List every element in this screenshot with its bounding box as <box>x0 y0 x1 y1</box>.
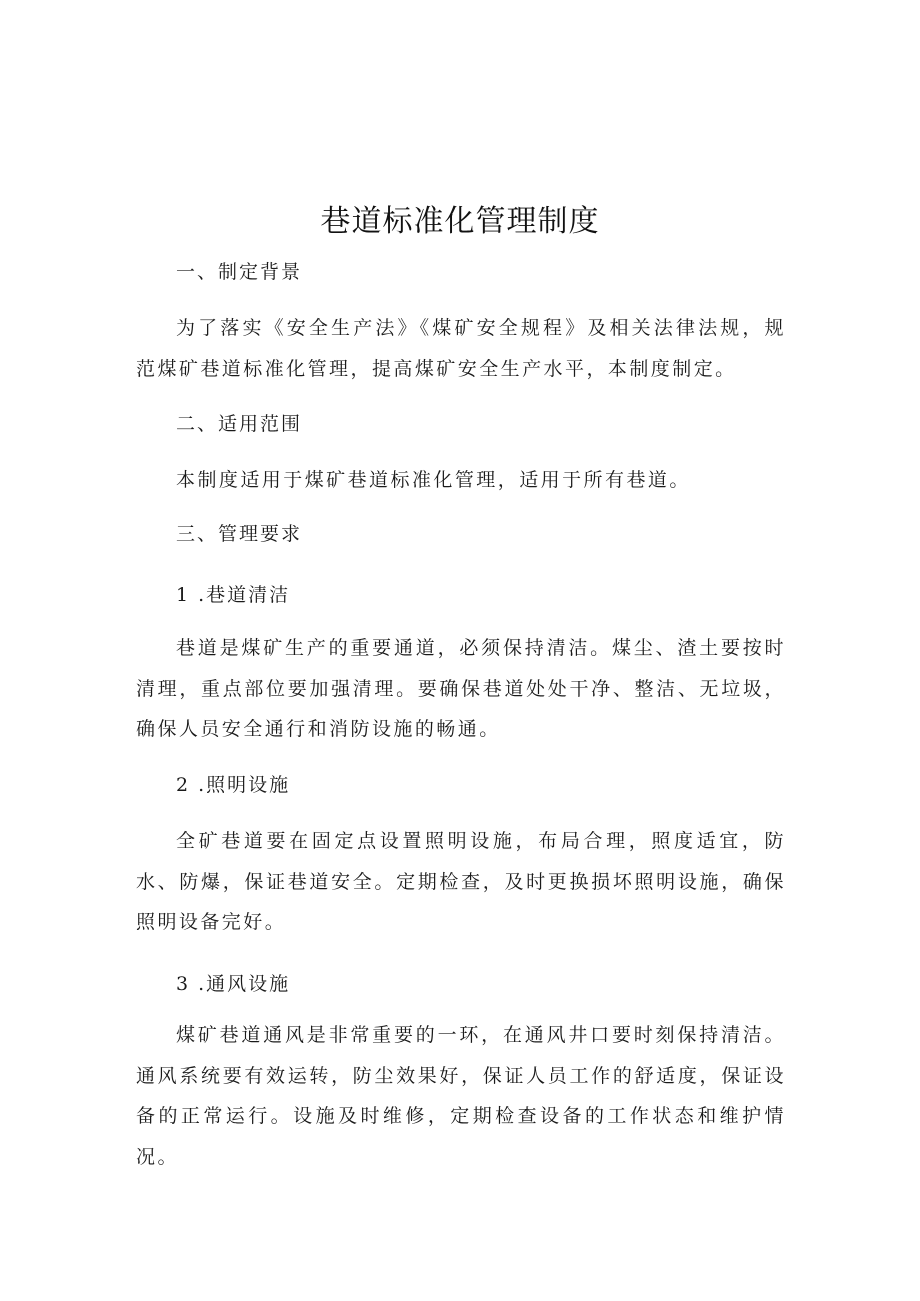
section-heading-scope: 二、适用范围 <box>176 413 303 435</box>
item-heading-lighting: 2 .照明设施 <box>176 774 291 796</box>
paragraph-scope: 本制度适用于煤矿巷道标准化管理，适用于所有巷道。 <box>176 469 691 491</box>
section-heading-background: 一、制定背景 <box>176 261 303 283</box>
paragraph-background: 为了落实《安全生产法》《煤矿安全规程》及相关法律法规，规范煤矿巷道标准化管理，提高煤矿安全生产水平，本制度制定。 <box>136 317 786 380</box>
section-heading-requirements: 三、管理要求 <box>176 523 303 545</box>
paragraph-lighting: 全矿巷道要在固定点设置照明设施，布局合理，照度适宜，防水、防爆，保证巷道安全。定期检查，及时更换损坏照明设施，确保照明设备完好。 <box>136 830 786 933</box>
item-heading-ventilation: 3 .通风设施 <box>176 973 291 995</box>
paragraph-cleaning: 巷道是煤矿生产的重要通道，必须保持清洁。煤尘、渣土要按时清理，重点部位要加强清理。要确保巷道处处干净、整洁、无垃圾，确保人员安全通行和消防设施的畅通。 <box>136 637 786 740</box>
item-heading-cleaning: 1 .巷道清洁 <box>176 584 291 606</box>
paragraph-ventilation: 煤矿巷道通风是非常重要的一环，在通风井口要时刻保持清洁。通风系统要有效运转，防尘效果好，保证人员工作的舒适度，保证设备的正常运行。设施及时维修，定期检查设备的工作状态和维护情况。 <box>136 1024 786 1168</box>
document-title: 巷道标准化管理制度 <box>320 204 600 239</box>
